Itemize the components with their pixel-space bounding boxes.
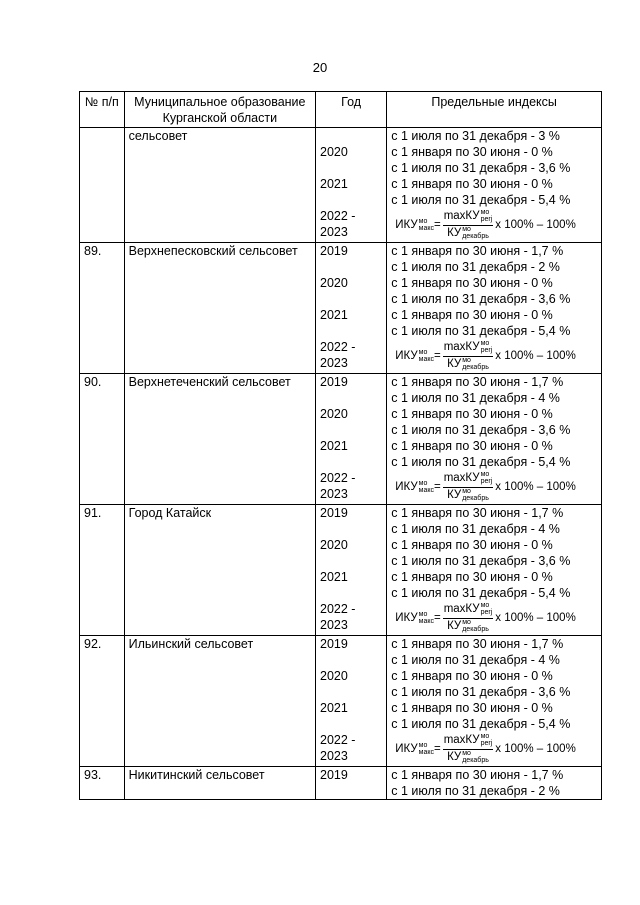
year-value <box>320 684 382 700</box>
indices-cell <box>387 243 602 374</box>
year-value: 2022 - <box>320 602 356 616</box>
year-value: 2022 - <box>320 471 356 485</box>
index-line: с 1 июля по 31 декабря - 3,6 % <box>391 292 571 306</box>
index-line: с 1 января по 30 июня - 1,7 % <box>391 637 564 651</box>
year-value <box>320 716 382 732</box>
index-line: с 1 января по 30 июня - 0 % <box>391 407 553 421</box>
index-line: с 1 июля по 31 декабря - 4 % <box>391 522 560 536</box>
index-line: с 1 января по 30 июня - 1,7 % <box>391 375 564 389</box>
year-cell <box>316 767 387 800</box>
year-value <box>320 128 382 144</box>
year-value: 2020 <box>320 407 348 421</box>
year-value <box>320 521 382 537</box>
year-value: 2021 <box>320 439 348 453</box>
year-value <box>320 454 382 470</box>
formula-fraction: maxКУ мо perj КУ мо декабрь <box>443 340 493 371</box>
index-line: с 1 июля по 31 декабря - 2 % <box>391 784 560 798</box>
year-value: 2020 <box>320 145 348 159</box>
table-body <box>80 128 602 800</box>
year-value: 2021 <box>320 570 348 584</box>
equals-sign: = <box>433 481 441 493</box>
formula-lhs: ИКУ мо макс <box>395 610 434 625</box>
equals-sign: = <box>433 219 441 231</box>
formula-lhs: ИКУ мо макс <box>395 479 434 494</box>
index-line: с 1 июля по 31 декабря - 3,6 % <box>391 161 571 175</box>
year-value: 2019 <box>320 244 348 258</box>
municipality-name: Верхнетеченский сельсовет <box>124 374 315 505</box>
index-line: с 1 июля по 31 декабря - 2 % <box>391 260 560 274</box>
index-formula <box>391 732 597 766</box>
year-value: 2020 <box>320 538 348 552</box>
year-cell <box>316 243 387 374</box>
header-num: № п/п <box>80 92 125 128</box>
year-value: 2021 <box>320 308 348 322</box>
index-line: с 1 июля по 31 декабря - 4 % <box>391 653 560 667</box>
row-number: 90. <box>80 374 125 505</box>
row-number: 93. <box>80 767 125 800</box>
year-value: 2021 <box>320 701 348 715</box>
index-line: с 1 июля по 31 декабря - 3,6 % <box>391 685 571 699</box>
formula-tail: x 100% – 100% <box>495 350 576 362</box>
year-value <box>320 192 382 208</box>
year-value <box>320 390 382 406</box>
municipality-name: Никитинский сельсовет <box>124 767 315 800</box>
index-line: с 1 января по 30 июня - 0 % <box>391 177 553 191</box>
municipality-name: Ильинский сельсовет <box>124 636 315 767</box>
index-line: с 1 июля по 31 декабря - 3,6 % <box>391 423 571 437</box>
formula-lhs: ИКУ мо макс <box>395 217 434 232</box>
equals-sign: = <box>433 350 441 362</box>
row-number: 89. <box>80 243 125 374</box>
formula-lhs: ИКУ мо макс <box>395 348 434 363</box>
index-line: с 1 июля по 31 декабря - 3 % <box>391 129 560 143</box>
header-year: Год <box>316 92 387 128</box>
index-line: с 1 января по 30 июня - 1,7 % <box>391 506 564 520</box>
year-value <box>320 422 382 438</box>
year-cell <box>316 505 387 636</box>
year-value: 2023 <box>320 618 348 632</box>
year-cell <box>316 128 387 243</box>
row-number <box>80 128 125 243</box>
index-line: с 1 января по 30 июня - 0 % <box>391 439 553 453</box>
formula-tail: x 100% – 100% <box>495 481 576 493</box>
index-line: с 1 января по 30 июня - 1,7 % <box>391 244 564 258</box>
year-value: 2019 <box>320 637 348 651</box>
municipality-name: Город Катайск <box>124 505 315 636</box>
equals-sign: = <box>433 743 441 755</box>
table-row <box>80 243 602 374</box>
formula-fraction: maxКУ мо perj КУ мо декабрь <box>443 471 493 502</box>
row-number: 92. <box>80 636 125 767</box>
year-value <box>320 652 382 668</box>
year-value: 2022 - <box>320 340 356 354</box>
index-line: с 1 июля по 31 декабря - 5,4 % <box>391 586 571 600</box>
index-formula <box>391 208 597 242</box>
year-value: 2020 <box>320 669 348 683</box>
indices-cell <box>387 767 602 800</box>
index-line: с 1 июля по 31 декабря - 5,4 % <box>391 324 571 338</box>
indices-cell <box>387 374 602 505</box>
index-line: с 1 января по 30 июня - 0 % <box>391 308 553 322</box>
year-value: 2022 - <box>320 209 356 223</box>
year-value: 2023 <box>320 225 348 239</box>
year-value <box>320 553 382 569</box>
year-value: 2023 <box>320 356 348 370</box>
indices-cell <box>387 636 602 767</box>
table-row <box>80 374 602 505</box>
year-value: 2019 <box>320 768 348 782</box>
formula-tail: x 100% – 100% <box>495 612 576 624</box>
formula-fraction: maxКУ мо perj КУ мо декабрь <box>443 602 493 633</box>
formula-tail: x 100% – 100% <box>495 743 576 755</box>
index-line: с 1 июля по 31 декабря - 5,4 % <box>391 455 571 469</box>
row-number: 91. <box>80 505 125 636</box>
index-formula <box>391 470 597 504</box>
year-value <box>320 291 382 307</box>
year-value: 2019 <box>320 506 348 520</box>
year-value: 2021 <box>320 177 348 191</box>
index-line: с 1 января по 30 июня - 0 % <box>391 276 553 290</box>
header-indices: Предельные индексы <box>387 92 602 128</box>
page-number: 20 <box>312 60 328 75</box>
index-line: с 1 января по 30 июня - 0 % <box>391 669 553 683</box>
index-formula <box>391 601 597 635</box>
index-formula <box>391 339 597 373</box>
year-value <box>320 160 382 176</box>
indices-table <box>79 91 602 800</box>
year-value <box>320 259 382 275</box>
indices-cell <box>387 128 602 243</box>
formula-fraction: maxКУ мо perj КУ мо декабрь <box>443 209 493 240</box>
year-value: 2019 <box>320 375 348 389</box>
year-cell <box>316 374 387 505</box>
header-municipality: Муниципальное образование Курганской области <box>124 92 315 128</box>
index-line: с 1 июля по 31 декабря - 5,4 % <box>391 717 571 731</box>
municipality-name: Верхнепесковский сельсовет <box>124 243 315 374</box>
index-line: с 1 января по 30 июня - 1,7 % <box>391 768 564 782</box>
table-header-row <box>80 92 602 128</box>
formula-lhs: ИКУ мо макс <box>395 741 434 756</box>
indices-cell <box>387 505 602 636</box>
year-value <box>320 323 382 339</box>
index-line: с 1 июля по 31 декабря - 3,6 % <box>391 554 571 568</box>
index-line: с 1 июля по 31 декабря - 5,4 % <box>391 193 571 207</box>
year-value <box>320 585 382 601</box>
municipality-name: сельсовет <box>124 128 315 243</box>
year-cell <box>316 636 387 767</box>
formula-fraction: maxКУ мо perj КУ мо декабрь <box>443 733 493 764</box>
year-value: 2020 <box>320 276 348 290</box>
index-line: с 1 января по 30 июня - 0 % <box>391 145 553 159</box>
table-row <box>80 767 602 800</box>
year-value: 2022 - <box>320 733 356 747</box>
year-value: 2023 <box>320 487 348 501</box>
table-row <box>80 636 602 767</box>
index-line: с 1 января по 30 июня - 0 % <box>391 570 553 584</box>
index-line: с 1 июля по 31 декабря - 4 % <box>391 391 560 405</box>
year-value: 2023 <box>320 749 348 763</box>
index-line: с 1 января по 30 июня - 0 % <box>391 701 553 715</box>
formula-tail: x 100% – 100% <box>495 219 576 231</box>
index-line: с 1 января по 30 июня - 0 % <box>391 538 553 552</box>
equals-sign: = <box>433 612 441 624</box>
table-row <box>80 505 602 636</box>
table-row <box>80 128 602 243</box>
